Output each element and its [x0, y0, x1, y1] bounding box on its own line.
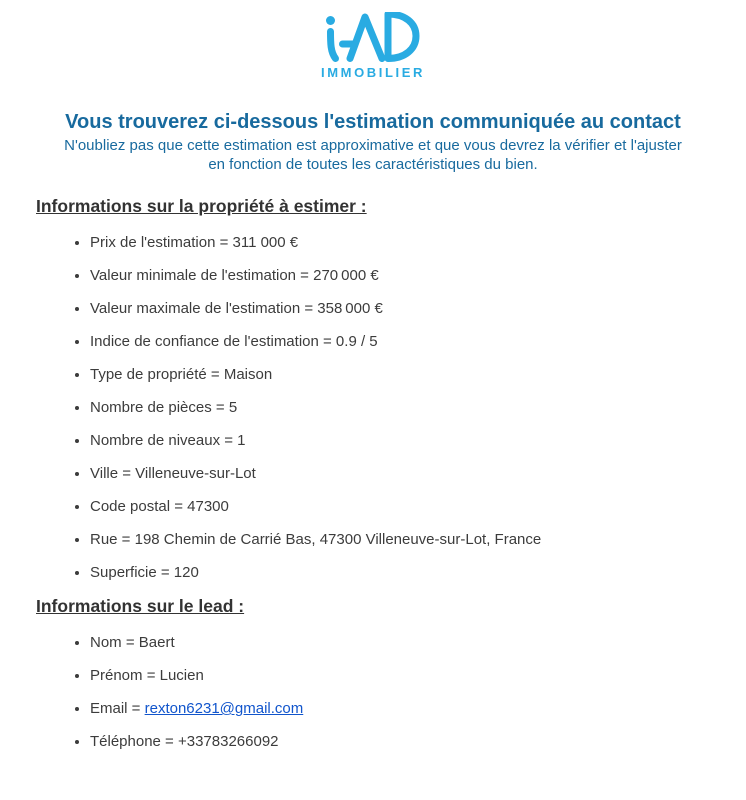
property-item-type: • Type de propriété = Maison [90, 365, 710, 384]
subtitle-line-2: en fonction de toutes les caractéristiques du bien. [208, 156, 538, 173]
property-item-rooms: • Nombre de pièces = 5 [90, 398, 710, 417]
lead-info-list [36, 633, 710, 751]
lead-item-phone: • Téléphone = +33783266092 [90, 732, 710, 751]
property-item-area: • Superficie = 120 [90, 563, 710, 582]
property-item-postal-code: • Code postal = 47300 [90, 497, 710, 516]
page-title: Vous trouverez ci-dessous l'estimation communiquée au contact [65, 111, 681, 133]
lead-section-heading: Informations sur le lead : [36, 596, 245, 616]
property-info-list [36, 233, 710, 582]
lead-item-email [90, 699, 710, 718]
lead-email-link[interactable]: rexton6231@gmail.com [144, 700, 304, 717]
property-item-confidence: • Indice de confiance de l'estimation = 0.9 / 5 [90, 332, 710, 351]
page-subtitle [36, 136, 710, 174]
lead-item-firstname: • Prénom = Lucien [90, 666, 710, 685]
subtitle-line-1: N'oubliez pas que cette estimation est approximative et que vous devrez la vérifier et l'ajuster [64, 137, 682, 154]
logo-subtext: IMMOBILIER [321, 65, 425, 80]
property-item-levels: • Nombre de niveaux = 1 [90, 431, 710, 450]
brand-logo [36, 12, 710, 80]
property-item-price: • Prix de l'estimation = 311 000 € [90, 233, 710, 252]
lead-email-label: Email = [90, 700, 145, 717]
property-item-street: • Rue = 198 Chemin de Carrié Bas, 47300 Villeneuve-sur-Lot, France [90, 530, 710, 549]
property-section-heading: Informations sur la propriété à estimer : [36, 196, 367, 216]
property-item-city: • Ville = Villeneuve-sur-Lot [90, 464, 710, 483]
iad-logo-icon [324, 12, 422, 64]
property-item-min-value: • Valeur minimale de l'estimation = 270 000 € [90, 266, 710, 285]
lead-item-lastname: • Nom = Baert [90, 633, 710, 652]
property-item-max-value: • Valeur maximale de l'estimation = 358 000 € [90, 299, 710, 318]
